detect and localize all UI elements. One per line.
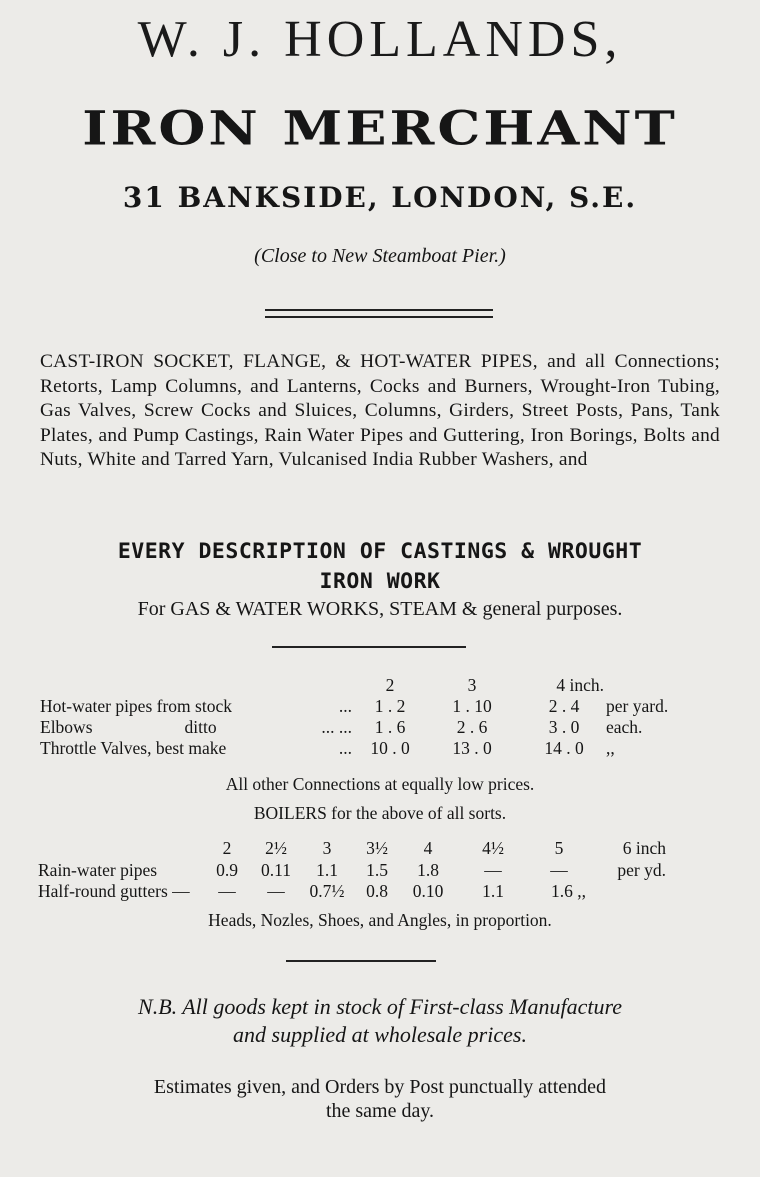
gutter-value: —: [267, 881, 285, 902]
gutter-row-label: Half-round gutters —: [38, 881, 190, 902]
price-header-size: 4 inch.: [556, 675, 604, 695]
gutter-value: —: [218, 881, 236, 902]
price-value: 10 . 0: [370, 738, 410, 758]
castings-heading-line1: EVERY DESCRIPTION OF CASTINGS & WROUGHT: [117, 539, 643, 564]
price-row-dots: ...: [338, 738, 352, 758]
single-rule-divider: [272, 646, 466, 648]
gutter-value: 0.10: [412, 881, 444, 902]
gutter-table-header-row: [38, 838, 666, 860]
gutter-header-size: 6 inch: [622, 838, 666, 859]
gutter-table-row: [38, 881, 666, 903]
nb-notice-line2: and supplied at wholesale prices.: [233, 1022, 527, 1047]
price-table-row: [40, 696, 696, 717]
trade-title: IRON MERCHANT: [82, 100, 678, 156]
nb-notice-line1: N.B. All goods kept in stock of First-class Manufacture: [138, 994, 622, 1019]
price-unit: per yard.: [606, 696, 669, 716]
gutter-value: 0.7½: [309, 881, 345, 902]
nb-notice: [40, 993, 720, 1049]
price-table-row: [40, 717, 696, 738]
gutter-table-row: [38, 860, 666, 882]
gutter-value: 0.11: [261, 859, 291, 880]
gutter-row-label: Rain-water pipes: [38, 859, 158, 880]
gutter-header-size: 3½: [366, 838, 388, 859]
gutter-header-size: 4½: [482, 838, 504, 859]
gutter-header-size: 2½: [265, 838, 287, 859]
gutter-unit: per yd.: [617, 859, 666, 880]
gutter-value: 1.8: [417, 859, 439, 880]
location-note: (Close to New Steamboat Pier.): [254, 245, 506, 267]
gutter-header-size: 3: [322, 838, 332, 859]
pipe-price-table: [40, 675, 696, 759]
price-header-size: 2: [385, 675, 395, 695]
connections-note: All other Connections at equally low prices.: [225, 774, 535, 794]
price-value: 3 . 0: [548, 717, 580, 737]
price-row-dots: ...: [338, 696, 352, 716]
price-value: 2 . 4: [548, 696, 580, 716]
gutter-value: —: [550, 859, 568, 880]
price-row-label-text: Elbows: [40, 717, 93, 737]
products-paragraph: CAST-IRON SOCKET, FLANGE, & HOT-WATER PIPES, and all Connections; Retorts, Lamp Columns, and Lanterns, Cocks and Burners, Wrought-Iron Tubing, Gas Valves, Screw Cocks and Sluices, Columns, Girders, Street Posts, Pans, Tank Plates, and Pump Castings, Rain Water Pipes and Guttering, Iron Borings, Bolts and Nuts, White and Tarred Yarn, Vulcanised India Rubber Washers, and: [40, 351, 720, 470]
price-unit: ,,: [606, 738, 615, 758]
price-row-label: Throttle Valves, best make: [40, 738, 227, 758]
merchant-name: W. J. HOLLANDS,: [137, 11, 623, 68]
price-unit: each.: [606, 717, 643, 737]
gutter-header-size: 2: [222, 838, 232, 859]
price-value: 1 . 10: [452, 696, 492, 716]
double-rule-divider: [265, 309, 493, 318]
estimates-line2: the same day.: [325, 1100, 435, 1122]
castings-heading-line2: IRON WORK: [319, 569, 441, 594]
price-value: 13 . 0: [452, 738, 492, 758]
gutter-header-size: 4: [423, 838, 433, 859]
price-table-header-row: [40, 675, 696, 696]
gutter-value: 1.6 ,,: [551, 881, 586, 902]
address: 31 BANKSIDE, LONDON, S.E.: [122, 181, 638, 214]
gutter-value: 1.1: [482, 881, 504, 902]
price-row-label: Hot-water pipes from stock: [40, 696, 232, 716]
accessories-note: Heads, Nozles, Shoes, and Angles, in proportion.: [208, 910, 552, 930]
price-row-dots: ... ...: [321, 717, 352, 737]
gutter-value: 0.8: [366, 881, 388, 902]
price-header-size: 3: [467, 675, 477, 695]
gutter-value: 1.5: [366, 859, 388, 880]
gutter-price-table: [38, 838, 666, 903]
gutter-value: 1.1: [316, 859, 338, 880]
gutter-value: 0.9: [216, 859, 238, 880]
price-value: 2 . 6: [456, 717, 488, 737]
purposes-line: For GAS & WATER WORKS, STEAM & general purposes.: [137, 598, 623, 620]
gutter-value: —: [484, 859, 502, 880]
estimates-line1: Estimates given, and Orders by Post punctually attended: [153, 1076, 607, 1098]
price-row-ditto: ditto: [184, 717, 217, 737]
estimates-notice: [40, 1075, 720, 1123]
gutter-header-size: 5: [554, 838, 564, 859]
price-value: 14 . 0: [544, 738, 584, 758]
single-rule-divider: [286, 960, 436, 962]
castings-heading: [0, 537, 760, 597]
price-row-label: [40, 717, 298, 738]
price-value: 1 . 2: [374, 696, 406, 716]
price-value: 1 . 6: [374, 717, 406, 737]
price-table-row: [40, 738, 696, 759]
boilers-note: BOILERS for the above of all sorts.: [253, 803, 507, 823]
